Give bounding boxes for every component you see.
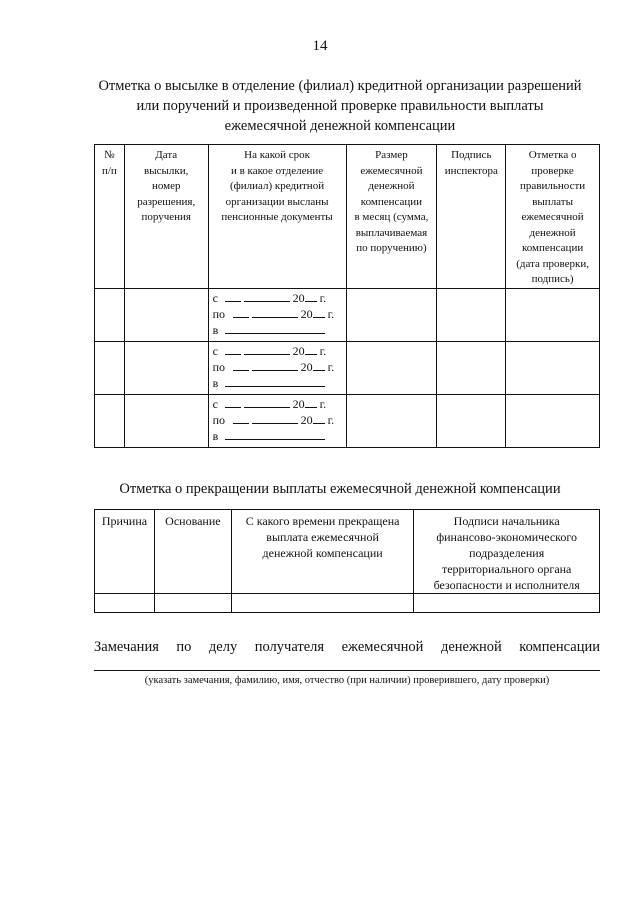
header-text-line: проверке — [531, 164, 574, 177]
date-line — [213, 322, 342, 338]
header-text-line: На какой срок — [244, 149, 310, 161]
branch-blank — [225, 375, 325, 387]
header-text-line: территориального органа — [441, 562, 572, 576]
date-range-cell — [208, 394, 346, 447]
header-text-line: Основание — [165, 514, 221, 528]
year-suffix: г. — [319, 290, 327, 305]
date-label: по — [212, 306, 226, 321]
header-text-line: денежной компенсации — [262, 546, 383, 560]
day-blank — [233, 359, 249, 371]
year-suffix: г. — [319, 343, 327, 358]
header-text-line: п/п — [101, 164, 117, 177]
header-text-line: компенсации — [360, 195, 423, 208]
header-text-line: инспектора — [444, 164, 498, 177]
remarks-line: Замечания по делу получателя ежемесячной денежной компенсации — [94, 639, 600, 655]
table-cell — [346, 394, 437, 447]
remarks-caption: (указать замечания, фамилию, имя, отчество (при наличии) проверившего, дату проверки) — [144, 675, 550, 686]
header-text-line: подпись) — [531, 273, 574, 285]
year-suffix: г. — [327, 359, 335, 374]
table-cell — [506, 394, 600, 447]
year-blank — [305, 396, 317, 408]
header-text-line: выплата ежемесячной — [266, 530, 379, 544]
header-cell-termination-date — [231, 510, 414, 594]
header-text-line: финансово-экономического — [436, 530, 578, 544]
page-number: 14 — [312, 38, 328, 54]
header-text-line: Дата — [155, 149, 178, 161]
table-cell — [95, 288, 125, 341]
branch-label: в — [212, 428, 219, 443]
branch-label: в — [212, 322, 219, 337]
header-cell-basis — [154, 510, 231, 594]
table-cell — [124, 394, 208, 447]
month-blank — [244, 290, 290, 302]
header-text-line: правильности — [520, 180, 586, 192]
table-cell — [231, 594, 414, 613]
header-text-line: денежной — [368, 180, 415, 192]
table-cell — [506, 341, 600, 394]
day-blank — [225, 396, 241, 408]
table-cell — [506, 288, 600, 341]
year-prefix: 20 — [300, 359, 313, 374]
table-cell — [437, 288, 506, 341]
section1-title-line: ежемесячной денежной компенсации — [224, 118, 456, 134]
header-text-line: Отметка о — [528, 149, 577, 161]
header-text-line: безопасности и исполнителя — [433, 578, 580, 592]
header-text-line: по поручению) — [356, 242, 427, 254]
header-text-line: в месяц (сумма, — [354, 211, 429, 223]
year-blank — [305, 290, 317, 302]
header-cell-inspector-signature — [437, 145, 506, 289]
date-line — [213, 359, 342, 375]
year-suffix: г. — [327, 306, 335, 321]
header-text-line: выплаты — [532, 195, 573, 208]
table-cell — [95, 341, 125, 394]
header-text-line: номер — [151, 180, 181, 192]
month-blank — [244, 343, 290, 355]
header-cell-reason — [95, 510, 155, 594]
header-text-line: Подпись — [451, 149, 492, 161]
day-blank — [233, 412, 249, 424]
table-row — [95, 341, 600, 394]
header-text-line: пенсионные документы — [221, 211, 333, 223]
header-text-line: компенсации — [521, 242, 584, 254]
date-label: с — [212, 343, 218, 358]
header-text-line: С какого времени прекращена — [245, 514, 400, 528]
header-text-line: № — [104, 149, 115, 161]
section2-title: Отметка о прекращении выплаты ежемесячной денежной компенсации — [119, 481, 561, 497]
branch-blank — [225, 322, 325, 334]
header-text-line: денежной — [529, 226, 576, 239]
table-row — [95, 394, 600, 447]
table-cell — [95, 594, 155, 613]
year-blank — [313, 412, 325, 424]
header-text-line: ежемесячной — [360, 164, 423, 177]
year-suffix: г. — [327, 412, 335, 427]
header-cell-number — [95, 145, 125, 289]
year-prefix: 20 — [292, 396, 305, 411]
branch-blank — [225, 428, 325, 440]
year-blank — [305, 343, 317, 355]
section1-title — [80, 76, 600, 136]
month-blank — [252, 412, 298, 424]
table-row — [95, 594, 600, 613]
table-cell — [346, 341, 437, 394]
year-blank — [313, 359, 325, 371]
section1-title-line: или поручений и произведенной проверке правильности выплаты — [136, 98, 544, 114]
day-blank — [225, 290, 241, 302]
year-prefix: 20 — [300, 306, 313, 321]
month-blank — [252, 306, 298, 318]
date-line — [213, 428, 342, 444]
day-blank — [225, 343, 241, 355]
date-range-cell — [208, 288, 346, 341]
header-text-line: Размер — [375, 149, 408, 161]
header-cell-dispatch-date — [124, 145, 208, 289]
header-text-line: ежемесячной — [521, 211, 584, 223]
date-line — [213, 375, 342, 391]
header-text-line: (филиал) кредитной — [230, 180, 325, 192]
table-cell — [124, 288, 208, 341]
year-prefix: 20 — [292, 290, 305, 305]
header-cell-period-branch — [208, 145, 346, 289]
date-range-cell — [208, 341, 346, 394]
dispatch-table — [94, 144, 600, 448]
year-prefix: 20 — [292, 343, 305, 358]
year-blank — [313, 306, 325, 318]
header-cell-monthly-amount — [346, 145, 437, 289]
header-text-line: Причина — [101, 514, 148, 528]
header-text-line: (дата проверки, — [516, 257, 589, 270]
section1-title-line: Отметка о высылке в отделение (филиал) кредитной организации разрешений — [98, 78, 582, 94]
date-line — [213, 306, 342, 322]
date-label: по — [212, 412, 226, 427]
header-text-line: поручения — [141, 211, 191, 223]
year-suffix: г. — [319, 396, 327, 411]
day-blank — [233, 306, 249, 318]
header-text-line: высылки, — [144, 164, 189, 177]
table-cell — [437, 394, 506, 447]
table-cell — [437, 341, 506, 394]
date-line — [213, 290, 342, 306]
header-text-line: Подписи начальника — [453, 514, 560, 528]
table-row — [95, 288, 600, 341]
date-label: по — [212, 359, 226, 374]
date-label: с — [212, 290, 218, 305]
table-cell — [124, 341, 208, 394]
header-text-line: разрешения, — [137, 195, 196, 208]
header-text-line: подразделения — [469, 546, 545, 560]
header-text-line: и в какое отделение — [230, 164, 324, 177]
table-cell — [414, 594, 600, 613]
termination-table — [94, 509, 600, 613]
date-line — [213, 343, 342, 359]
termination-table-header — [95, 510, 600, 594]
remarks-underline — [94, 670, 600, 671]
month-blank — [252, 359, 298, 371]
year-prefix: 20 — [300, 412, 313, 427]
header-cell-signatures — [414, 510, 600, 594]
table-cell — [154, 594, 231, 613]
dispatch-table-header — [95, 145, 600, 289]
table-cell — [346, 288, 437, 341]
header-text-line: организации высланы — [225, 195, 329, 208]
header-text-line: выплачиваемая — [355, 226, 428, 239]
header-cell-check-mark — [506, 145, 600, 289]
date-label: с — [212, 396, 218, 411]
date-line — [213, 396, 342, 412]
month-blank — [244, 396, 290, 408]
branch-label: в — [212, 375, 219, 390]
date-line — [213, 412, 342, 428]
table-cell — [95, 394, 125, 447]
